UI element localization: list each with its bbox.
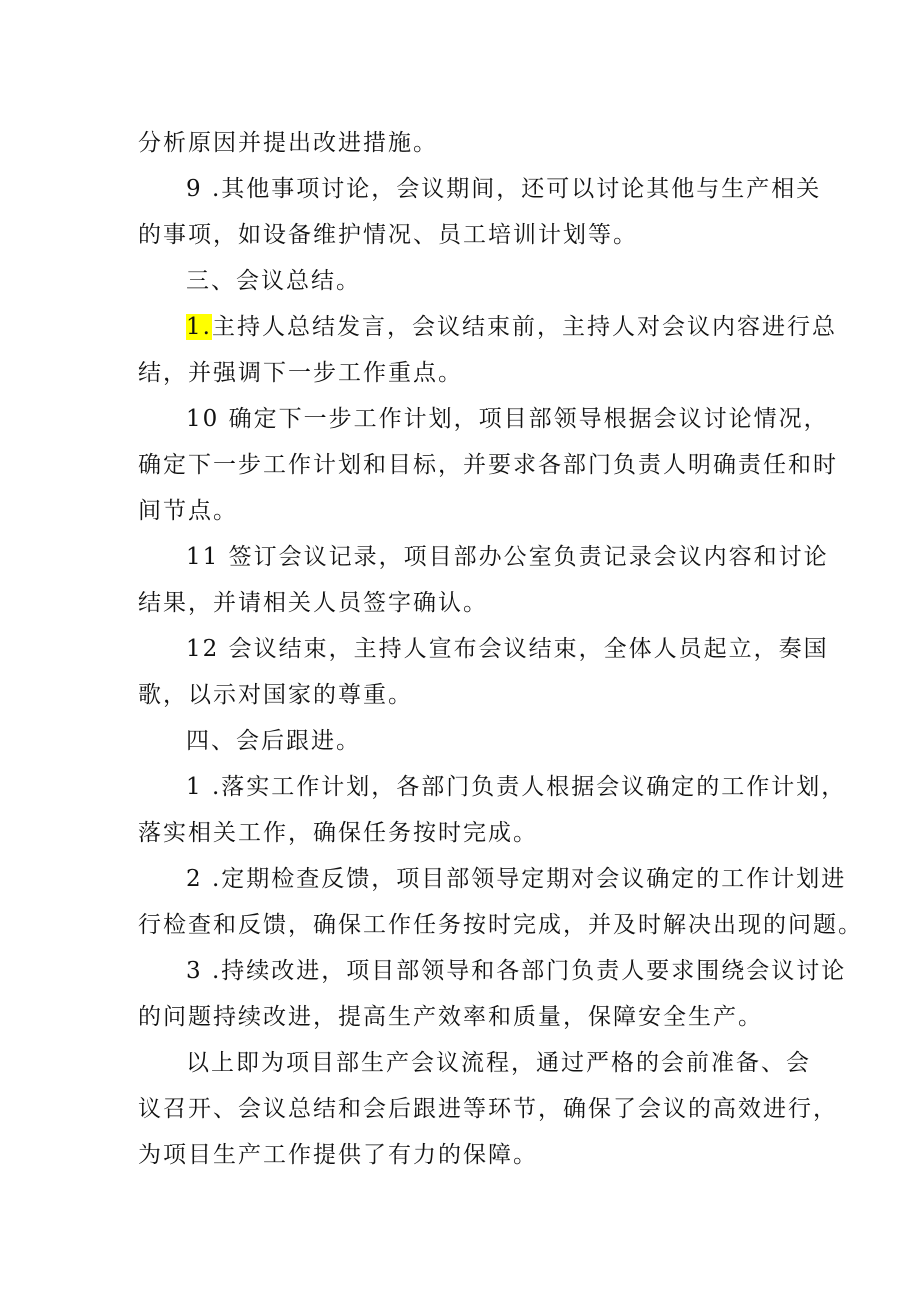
paragraph-1-line-1: 分析原因并提出改进措施。 [138,130,438,156]
paragraph-4-line-1 [186,312,837,342]
highlighted-marker: 1. [186,314,212,340]
paragraph-11-line-2: 的问题持续改进，提高生产效率和质量，保障安全生产。 [138,1004,763,1030]
paragraph-4-line-1-text: 主持人总结发言，会议结束前，主持人对会议内容进行总 [211,314,837,340]
paragraph-12-line-1: 以上即为项目部生产会议流程，通过严格的会前准备、会 [186,1050,811,1076]
section-heading-summary: 三、会议总结。 [186,268,361,294]
paragraph-11-line-1: 3 .持续改进，项目部领导和各部门负责人要求围绕会议讨论 [186,958,847,984]
paragraph-4-line-2: 结，并强调下一步工作重点。 [138,360,463,386]
paragraph-7-line-1: 12 会议结束，主持人宣布会议结束，全体人员起立，奏国 [186,636,829,662]
paragraph-12-line-2: 议召开、会议总结和会后跟进等环节，确保了会议的高效进行， [138,1096,838,1122]
paragraph-6-line-1: 11 签订会议记录，项目部办公室负责记录会议内容和讨论 [186,544,829,570]
paragraph-10-line-2: 行检查和反馈，确保工作任务按时完成，并及时解决出现的问题。 [138,912,863,938]
paragraph-5-line-1: 10 确定下一步工作计划，项目部领导根据会议讨论情况， [186,406,829,432]
paragraph-5-line-2: 确定下一步工作计划和目标，并要求各部门负责人明确责任和时 [138,452,838,478]
paragraph-2-line-2: 的事项，如设备维护情况、员工培训计划等。 [138,222,638,248]
paragraph-10-line-1: 2 .定期检查反馈，项目部领导定期对会议确定的工作计划进 [186,866,847,892]
paragraph-7-line-2: 歌，以示对国家的尊重。 [138,682,413,708]
paragraph-9-line-1: 1 .落实工作计划，各部门负责人根据会议确定的工作计划， [186,774,847,800]
paragraph-2-line-1: 9 .其他事项讨论，会议期间，还可以讨论其他与生产相关 [186,176,822,202]
paragraph-9-line-2: 落实相关工作，确保任务按时完成。 [138,820,538,846]
paragraph-6-line-2: 结果，并请相关人员签字确认。 [138,590,488,616]
paragraph-12-line-3: 为项目生产工作提供了有力的保障。 [138,1142,538,1168]
section-heading-follow-up: 四、会后跟进。 [186,728,361,754]
paragraph-5-line-3: 间节点。 [138,498,238,524]
